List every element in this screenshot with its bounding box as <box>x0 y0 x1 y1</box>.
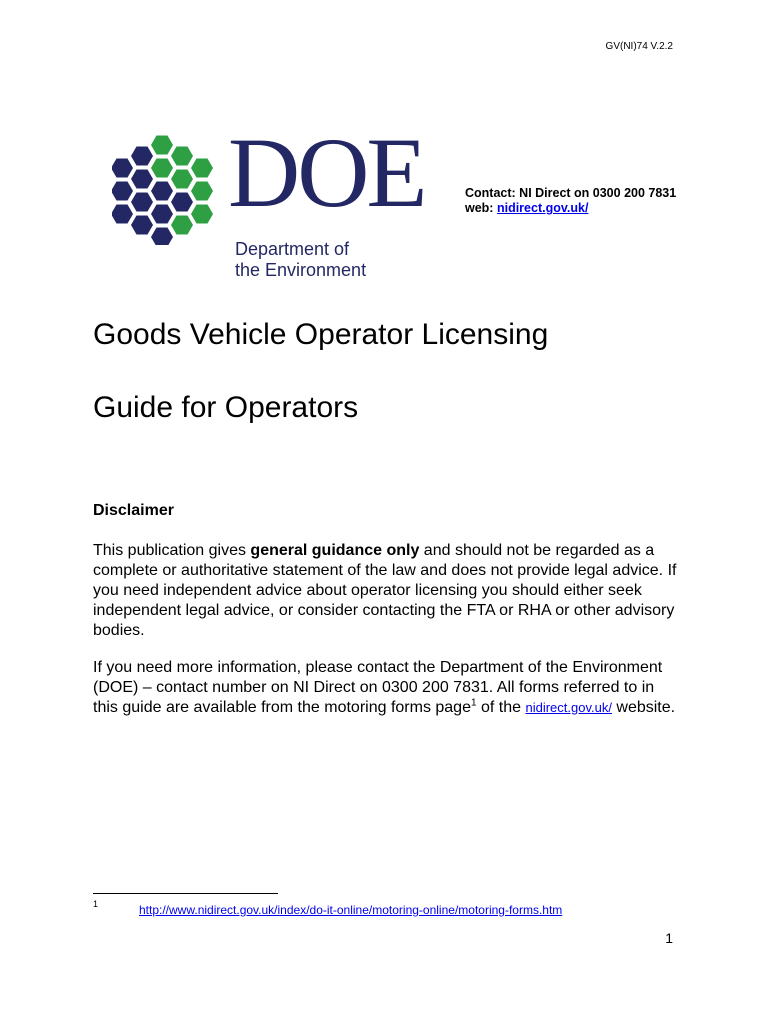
logo-hexagon <box>131 147 153 166</box>
logo-hexagon <box>171 147 193 166</box>
footnote-divider <box>93 893 278 894</box>
logo-hexagon <box>171 193 193 212</box>
info-paragraph: If you need more information, please contact the Department of the Environment (DOE) – contact number on NI Direct on 0300 200 7831. All forms referred to in this guide are available from the motoring forms page$^1$ of the nidirect.gov.uk/ website. <box>93 659 676 716</box>
footnote-ref: 1 <box>470 697 477 709</box>
logo-hexagon <box>131 193 153 212</box>
logo-hexagon <box>171 216 193 235</box>
logo-hexagon <box>112 182 133 201</box>
document-title: Goods Vehicle Operator Licensing <box>93 318 549 351</box>
page-number: 1 <box>665 930 673 946</box>
logo-hexagon <box>191 159 213 178</box>
logo-hexagon <box>171 170 193 189</box>
hexagon-cluster-icon <box>112 133 217 245</box>
contact-block <box>465 186 695 216</box>
contact-phone: Contact: NI Direct on 0300 200 7831 <box>465 186 677 200</box>
logo-hexagon <box>131 170 153 189</box>
contact-web: web: nidirect.gov.uk/ <box>465 201 589 215</box>
logo-hexagon <box>112 205 133 224</box>
contact-web-link[interactable]: nidirect.gov.uk/ <box>496 201 589 215</box>
disclaimer-paragraph: This publication gives general guidance only and should not be regarded as a complete or authoritative statement of the law and does not provide legal advice. If you need independent advice about operator licensing you should either seek independent legal advice, or consider contacting the FTA or RHA or other advisory bodies. <box>93 542 677 639</box>
logo-department-name: Department of the Environment <box>235 239 367 280</box>
document-subtitle: Guide for Operators <box>93 391 359 424</box>
document-reference: GV(NI)74 V.2.2 <box>605 41 673 52</box>
footnote-number: 1 <box>93 899 99 909</box>
logo-hexagon <box>131 216 153 235</box>
logo-wordmark: DOE <box>228 117 425 228</box>
logo-hexagon <box>191 205 213 224</box>
logo-hexagon <box>151 182 173 201</box>
logo-hexagon <box>151 159 173 178</box>
nidirect-link[interactable]: nidirect.gov.uk/ <box>525 700 612 715</box>
doe-logo <box>112 117 442 283</box>
footnote-url-link[interactable]: http://www.nidirect.gov.uk/index/do-it-online/motoring-online/motoring-forms.htm <box>139 903 563 917</box>
logo-hexagon <box>151 205 173 224</box>
logo-hexagon <box>112 159 133 178</box>
logo-hexagon <box>191 182 213 201</box>
disclaimer-heading: Disclaimer <box>93 502 174 519</box>
logo-hexagon <box>151 136 173 155</box>
logo-hexagon <box>151 228 173 246</box>
